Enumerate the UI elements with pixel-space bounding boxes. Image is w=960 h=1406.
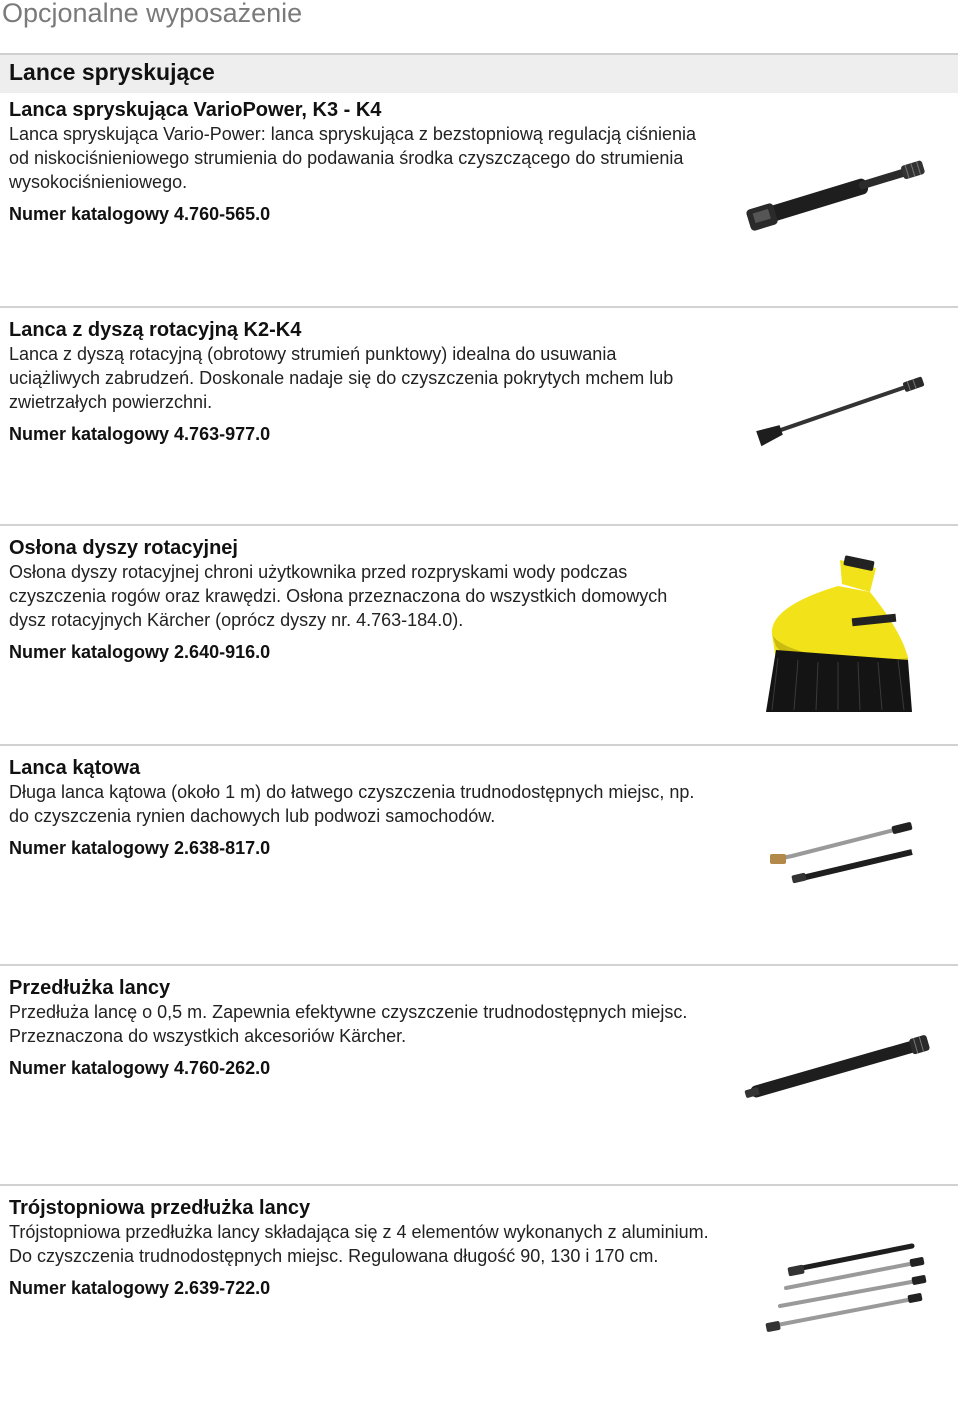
separator [0, 744, 958, 746]
product-name: Trójstopniowa przedłużka lancy [9, 1197, 311, 1219]
product-item [0, 1184, 960, 1384]
product-code: Numer katalogowy 2.638-817.0 [9, 838, 271, 858]
product-name: Lanca kątowa [9, 757, 141, 779]
product-code: Numer katalogowy 4.763-977.0 [9, 424, 271, 444]
product-description: Osłona dyszy rotacyjnej chroni użytkownika przed rozpryskami wody podczas czyszczenia rogów oraz krawędzi. Osłona przeznaczona do wszystkich domowych dysz rotacyjnych Kärcher (oprócz dyszy nr. 4.763-184.0). [9, 562, 668, 630]
product-description: Lanca spryskująca Vario-Power: lanca spryskująca z bezstopniową regulacją ciśnienia od niskociśnieniowego strumienia do podawania środka czyszczącego do strumienia wysokociśnieniowego. [9, 124, 697, 192]
product-text [9, 1196, 709, 1300]
separator [0, 524, 958, 526]
product-text [9, 756, 709, 860]
product-code: Numer katalogowy 4.760-565.0 [9, 204, 271, 224]
angled-lance-image [762, 816, 922, 888]
product-item [0, 964, 960, 1164]
category-header [0, 53, 958, 93]
rotary-nozzle-lance-image [752, 372, 932, 448]
rotary-nozzle-guard-image [758, 554, 916, 716]
product-item [0, 90, 960, 290]
telescopic-extension-image [762, 1240, 932, 1350]
product-description: Lanca z dyszą rotacyjną (obrotowy strumień punktowy) idealna do usuwania uciążliwych zabrudzeń. Doskonale nadaje się do czyszczenia pokrytych mchem lub zwietrzałych powierzchni. [9, 344, 674, 412]
separator [0, 964, 958, 966]
product-description: Przedłuża lancę o 0,5 m. Zapewnia efektywne czyszczenie trudnodostępnych miejsc. Przeznaczona do wszystkich akcesoriów Kärcher. [9, 1002, 688, 1046]
product-code: Numer katalogowy 4.760-262.0 [9, 1058, 271, 1078]
product-text [9, 976, 709, 1080]
separator [0, 306, 958, 308]
product-code: Numer katalogowy 2.640-916.0 [9, 642, 271, 662]
variopower-lance-image [740, 152, 935, 232]
separator [0, 1184, 958, 1186]
product-description: Długa lanca kątowa (około 1 m) do łatwego czyszczenia trudnodostępnych miejsc, np. do czyszczenia rynien dachowych lub podwozi samochodów. [9, 782, 695, 826]
product-text [9, 98, 709, 226]
lance-extension-image [738, 1032, 938, 1106]
product-name: Przedłużka lancy [9, 977, 171, 999]
product-name: Lanca spryskująca VarioPower, K3 - K4 [9, 99, 382, 121]
page-title: Opcjonalne wyposażenie [2, 0, 303, 28]
product-name: Lanca z dyszą rotacyjną K2-K4 [9, 319, 302, 341]
product-item [0, 524, 960, 724]
product-text [9, 318, 709, 446]
product-item [0, 744, 960, 944]
product-description: Trójstopniowa przedłużka lancy składająca się z 4 elementów wykonanych z aluminium. Do czyszczenia trudnodostępnych miejsc. Regulowana długość 90, 130 i 170 cm. [9, 1222, 709, 1266]
product-text [9, 536, 709, 664]
product-item [0, 306, 960, 506]
product-code: Numer katalogowy 2.639-722.0 [9, 1278, 271, 1298]
product-name: Osłona dyszy rotacyjnej [9, 537, 238, 559]
category-title: Lance spryskujące [9, 59, 215, 85]
